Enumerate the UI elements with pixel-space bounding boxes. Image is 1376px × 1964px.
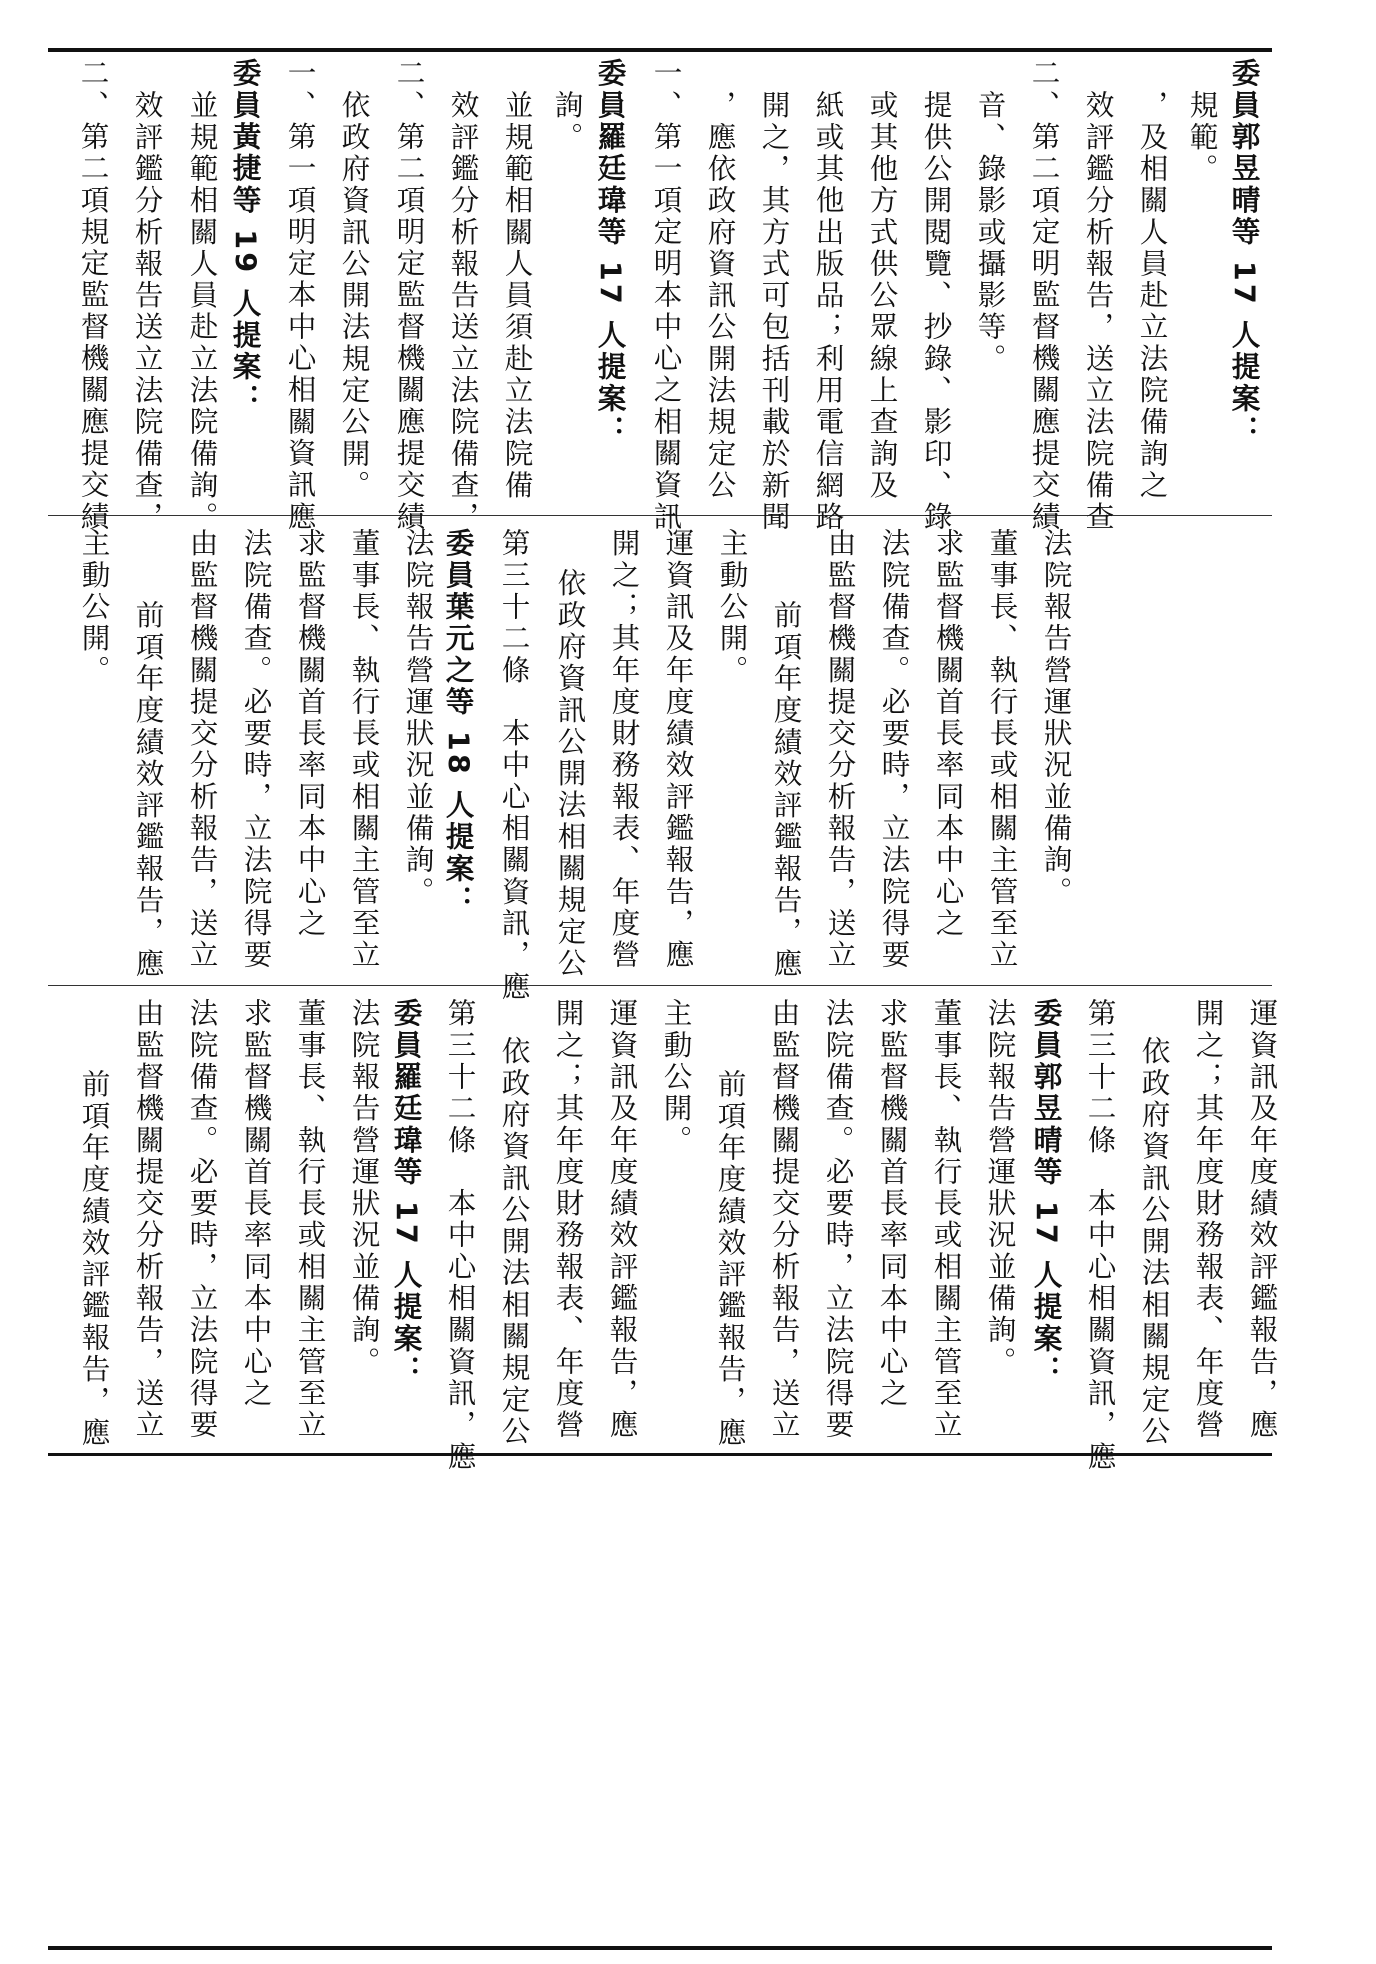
text-line: 求監督機關首長率同本中心之 <box>931 528 966 940</box>
text-line: 詢。 <box>550 90 585 154</box>
text-line: 前項年度績效評鑑報告，應 <box>131 600 166 980</box>
text-line: 董事長、執行長或相關主管至立 <box>293 998 328 1442</box>
text-line: 二、第二項規定監督機關應提交績 <box>76 58 111 533</box>
text-line: 提供公開閱覽、抄錄、影印、錄 <box>919 90 954 534</box>
text-line: 開之；其年度財務報表、年度營 <box>551 998 586 1442</box>
text-line: 董事長、執行長或相關主管至立 <box>985 528 1020 972</box>
text-line: 主動公開。 <box>659 998 694 1157</box>
proposer-heading: 委員羅廷瑋等 17 人提案： <box>593 58 628 447</box>
text-line: 前項年度績效評鑑報告，應 <box>769 600 804 980</box>
text-line: 紙或其他出版品；利用電信網路 <box>811 90 846 534</box>
text-line: 開之；其年度財務報表、年度營 <box>1191 998 1226 1442</box>
page-bottom-rule <box>48 1946 1272 1950</box>
proposer-heading: 委員葉元之等 18 人提案： <box>441 528 476 917</box>
text-line: 由監督機關提交分析報告，送立 <box>131 998 166 1442</box>
text-line: 並規範相關人員赴立法院備詢。 <box>185 90 220 534</box>
text-line: 董事長、執行長或相關主管至立 <box>347 528 382 972</box>
text-line: 一、第一項明定本中心相關資訊應 <box>283 58 318 533</box>
text-line: 二、第二項定明監督機關應提交績 <box>1027 58 1062 533</box>
text-line: 法院備查。必要時，立法院得要 <box>185 998 220 1442</box>
text-line: 求監督機關首長率同本中心之 <box>875 998 910 1410</box>
proposer-heading: 委員郭昱晴等 17 人提案： <box>1227 58 1262 447</box>
text-line: 運資訊及年度績效評鑑報告，應 <box>661 528 696 972</box>
text-line: 規範。 <box>1185 90 1220 185</box>
text-line: 效評鑑分析報告送立法院備查， <box>130 90 165 534</box>
text-line: 依政府資訊公開法規定公開。 <box>337 90 372 502</box>
proposer-heading: 委員郭昱晴等 17 人提案： <box>1029 998 1064 1387</box>
text-line: 音、錄影或攝影等。 <box>973 90 1008 375</box>
text-line: 或其他方式供公眾線上查詢及 <box>865 90 900 502</box>
text-line: 主動公開。 <box>77 528 112 687</box>
text-line: 法院報告營運狀況並備詢。 <box>1039 528 1074 908</box>
text-line: 由監督機關提交分析報告，送立 <box>823 528 858 972</box>
text-line: 前項年度績效評鑑報告，應 <box>713 1069 748 1449</box>
text-line: 由監督機關提交分析報告，送立 <box>767 998 802 1442</box>
article-line: 第三十二條 本中心相關資訊，應 <box>1083 998 1118 1473</box>
text-line: 效評鑑分析報告，送立法院備查 <box>1081 90 1116 534</box>
proposer-heading: 委員羅廷瑋等 17 人提案： <box>389 998 424 1387</box>
text-line: 法院報告營運狀況並備詢。 <box>983 998 1018 1378</box>
text-line: ，應依政府資訊公開法規定公 <box>703 90 738 502</box>
text-line: 法院備查。必要時，立法院得要 <box>821 998 856 1442</box>
text-line: 法院報告營運狀況並備詢。 <box>347 998 382 1378</box>
text-line: 前項年度績效評鑑報告，應 <box>77 1069 112 1449</box>
text-line: 二、第二項明定監督機關應提交績 <box>392 58 427 533</box>
proposer-heading: 委員黃捷等 19 人提案： <box>228 58 263 415</box>
article-line: 第三十二條 本中心相關資訊，應 <box>497 528 532 1003</box>
text-line: 運資訊及年度績效評鑑報告，應 <box>1245 998 1280 1442</box>
text-line: 法院備查。必要時，立法院得要 <box>239 528 274 972</box>
text-line: 法院報告營運狀況並備詢。 <box>401 528 436 908</box>
text-line: 效評鑑分析報告送立法院備查， <box>446 90 481 534</box>
text-line: 求監督機關首長率同本中心之 <box>293 528 328 940</box>
text-line: ，及相關人員赴立法院備詢之 <box>1135 90 1170 502</box>
text-line: 董事長、執行長或相關主管至立 <box>929 998 964 1442</box>
article-line: 第三十二條 本中心相關資訊，應 <box>443 998 478 1473</box>
text-line: 並規範相關人員須赴立法院備 <box>500 90 535 502</box>
text-line: 求監督機關首長率同本中心之 <box>239 998 274 1410</box>
text-line: 依政府資訊公開法相關規定公 <box>553 568 588 980</box>
text-line: 由監督機關提交分析報告，送立 <box>185 528 220 972</box>
text-line: 依政府資訊公開法相關規定公 <box>1137 1036 1172 1448</box>
text-line: 開之；其年度財務報表、年度營 <box>607 528 642 972</box>
text-line: 依政府資訊公開法相關規定公 <box>497 1036 532 1448</box>
text-line: 主動公開。 <box>715 528 750 687</box>
text-line: 一、第一項定明本中心之相關資訊 <box>649 58 684 533</box>
text-line: 運資訊及年度績效評鑑報告，應 <box>605 998 640 1442</box>
text-line: 開之，其方式可包括刊載於新聞 <box>757 90 792 534</box>
text-line: 法院備查。必要時，立法院得要 <box>877 528 912 972</box>
